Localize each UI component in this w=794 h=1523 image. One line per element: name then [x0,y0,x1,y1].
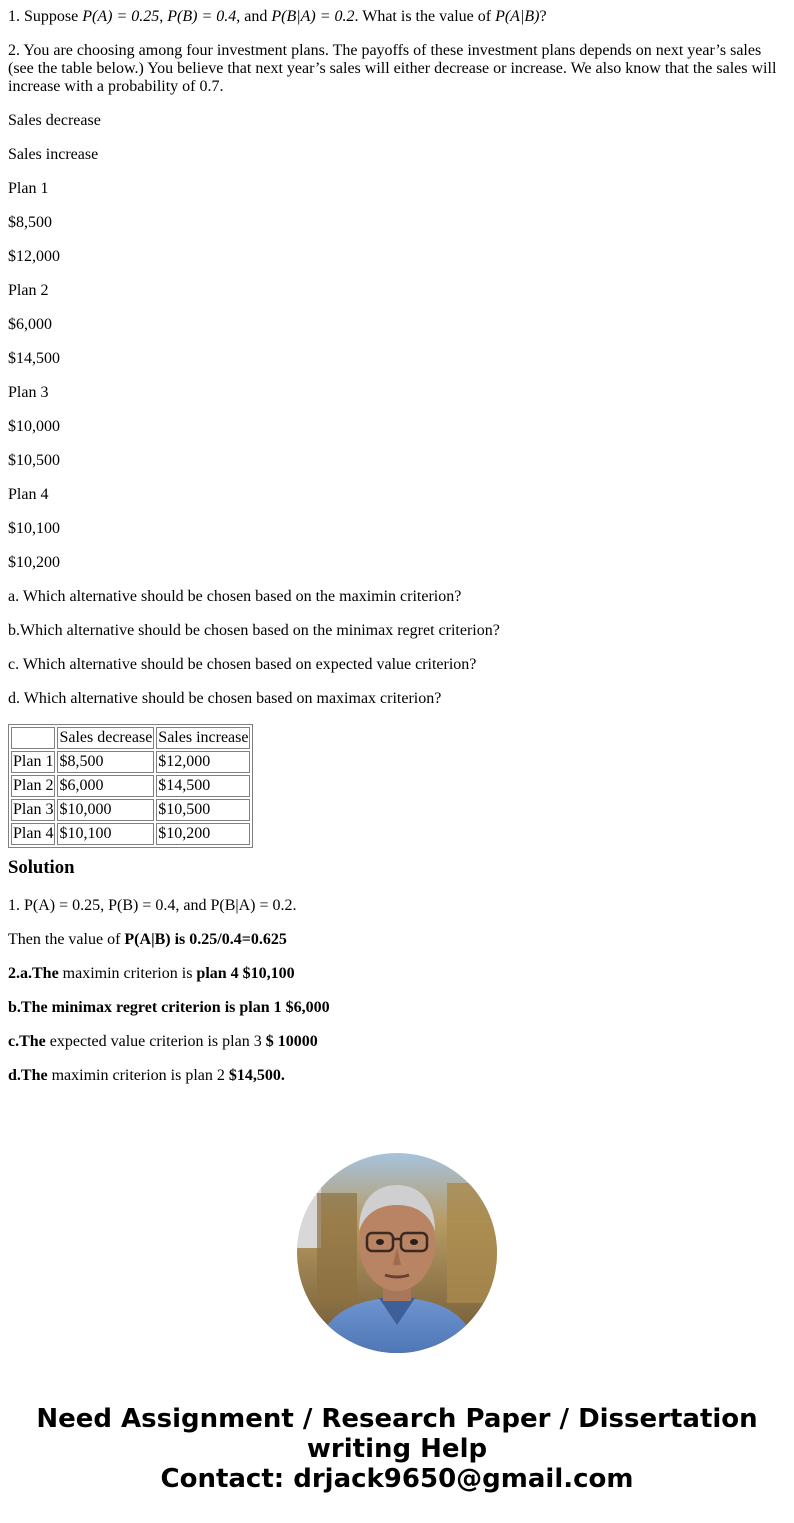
question-1-prefix: 1. Suppose [8,8,83,25]
table-row [11,775,250,797]
table-cell: $6,000 [57,775,154,797]
solution-line-5-label: c.The [8,1033,46,1050]
flat-line: $10,500 [8,452,60,469]
table-row [11,751,250,773]
question-1-mid: . What is the value of [354,8,496,25]
promo-banner [0,1404,794,1494]
table-row [11,823,250,845]
solution-line-2-text: Then the value of [8,931,125,948]
table-header-cell: Sales increase [156,727,250,749]
flat-line: $10,200 [8,554,60,571]
question-a: a. Which alternative should be chosen based on the maximin criterion? [8,588,462,605]
question-1 [8,8,547,26]
question-d: d. Which alternative should be chosen based on maximax criterion? [8,690,442,707]
flat-line: Plan 1 [8,180,49,197]
flat-line: $10,000 [8,418,60,435]
table-cell: Plan 1 [11,751,55,773]
table-cell: $10,000 [57,799,154,821]
flat-line: Plan 2 [8,282,49,299]
flat-line: $8,500 [8,214,52,231]
question-1-pab: P(A|B) [495,8,540,25]
question-1-suffix: ? [539,8,547,25]
table-header-row [11,727,250,749]
solution-line-1: 1. P(A) = 0.25, P(B) = 0.4, and P(B|A) = 0.2. [8,897,297,914]
flat-line: Sales increase [8,146,99,163]
table-cell: $10,100 [57,823,154,845]
question-2-intro: 2. You are choosing among four investment plans. The payoffs of these investment plans depends on next year’s sales (see the table below.) You believe that next year’s sales will either decrease or increase. We also know that the sales will increase with a probability of 0.7. [8,42,777,95]
question-1-sep1: , [159,8,168,25]
solution-line-4-answer: b.The minimax regret criterion is plan 1 $6,000 [8,999,330,1016]
promo-line-1: Need Assignment / Research Paper / Dissertation [36,1404,758,1434]
question-c: c. Which alternative should be chosen based on expected value criterion? [8,656,477,673]
table-cell: Plan 2 [11,775,55,797]
solution-line-6 [8,1067,330,1085]
promo-contact: Contact: drjack9650@gmail.com [160,1464,634,1494]
flat-line: Sales decrease [8,112,101,129]
flat-line: $6,000 [8,316,52,333]
table-cell: $8,500 [57,751,154,773]
solution-body [8,897,330,1101]
tutor-photo [297,1153,497,1353]
question-1-pa: P(A) = 0.25 [82,8,160,25]
solution-line-5-answer: $ 10000 [265,1033,318,1050]
payoff-table [8,724,253,848]
solution-line-5-text: expected value criterion is plan 3 [45,1033,266,1050]
solution-line-2 [8,931,330,949]
flat-line: Plan 3 [8,384,49,401]
solution-heading: Solution [8,857,75,878]
table-row [11,799,250,821]
question-1-pb: P(B) = 0.4 [167,8,237,25]
question-1-sep2: , and [236,8,272,25]
flat-line: $14,500 [8,350,60,367]
table-cell: $12,000 [156,751,250,773]
flat-line: $10,100 [8,520,60,537]
table-header-cell: Sales decrease [57,727,154,749]
flat-line: Plan 4 [8,486,49,503]
table-cell: $10,500 [156,799,250,821]
solution-line-3-answer: plan 4 $10,100 [196,965,295,982]
table-cell: $10,200 [156,823,250,845]
solution-line-6-label: d.The [8,1067,48,1084]
table-header-cell [11,727,55,749]
question-b: b.Which alternative should be chosen based on the minimax regret criterion? [8,622,500,639]
question-1-pba: P(B|A) = 0.2 [271,8,355,25]
solution-line-5 [8,1033,330,1051]
solution-line-6-text: maximin criterion is plan 2 [47,1067,229,1084]
table-cell: Plan 3 [11,799,55,821]
solution-line-3-label: 2.a.The [8,965,59,982]
table-cell: Plan 4 [11,823,55,845]
solution-line-4 [8,999,330,1017]
avatar [297,1153,497,1353]
flat-line: $12,000 [8,248,60,265]
solution-line-2-answer: P(A|B) is 0.25/0.4=0.625 [124,931,287,948]
solution-line-6-answer: $14,500. [228,1067,285,1084]
table-cell: $14,500 [156,775,250,797]
promo-line-2: writing Help [306,1434,488,1464]
solution-line-3-text: maximin criterion is [58,965,197,982]
flat-lines [8,112,500,724]
solution-line-3 [8,965,330,983]
